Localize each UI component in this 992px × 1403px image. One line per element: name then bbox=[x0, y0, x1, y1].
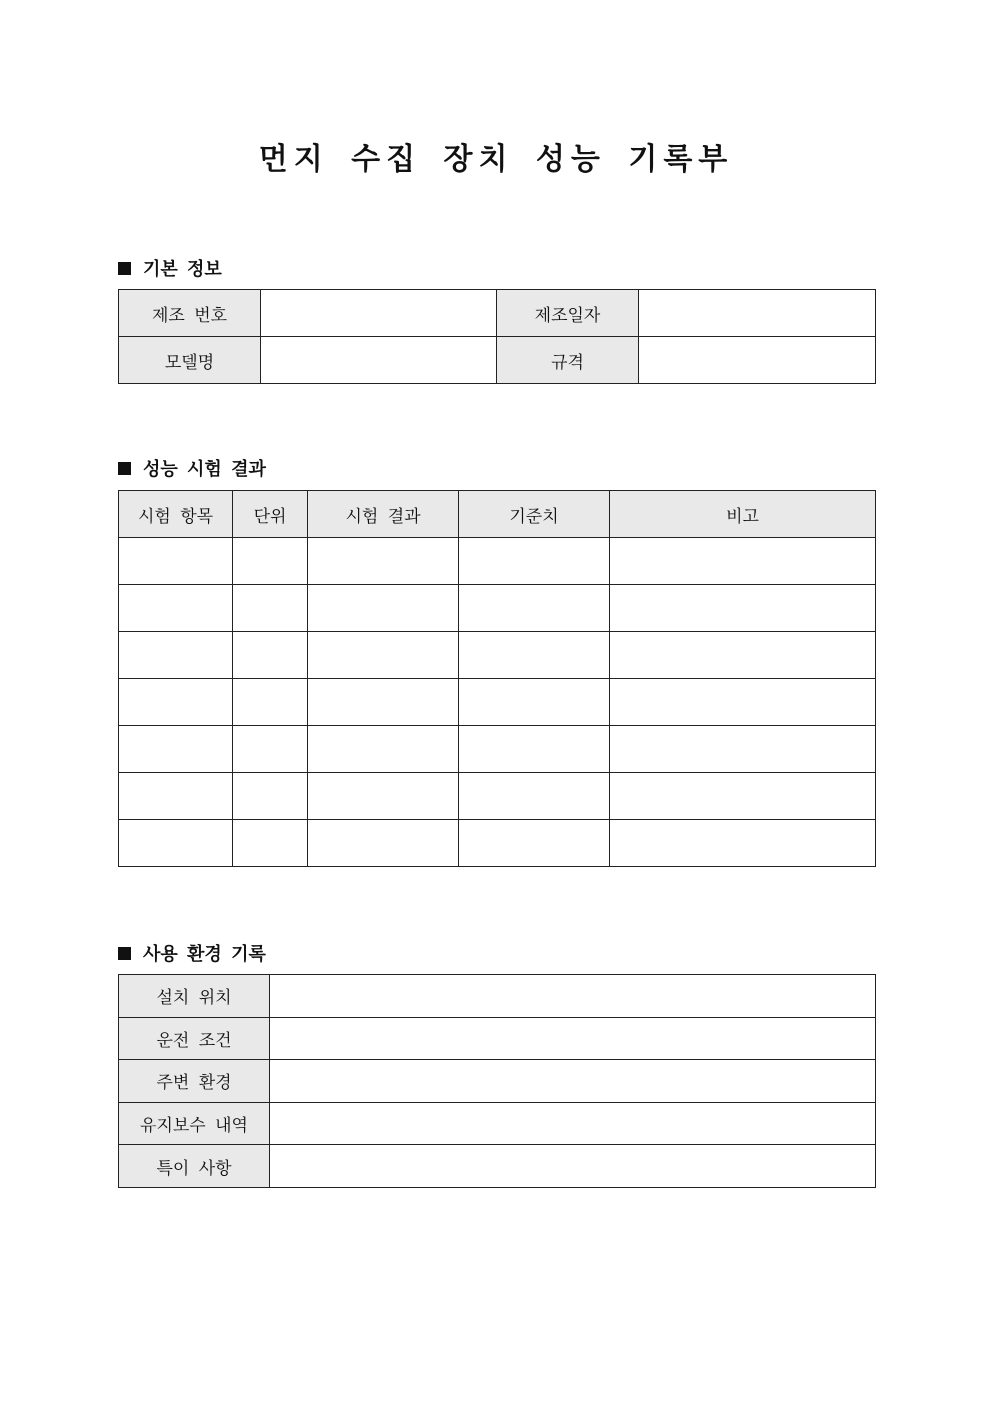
column-header-test-result: 시험 결과 bbox=[308, 491, 459, 538]
table-cell[interactable] bbox=[610, 726, 876, 773]
table-cell[interactable] bbox=[119, 632, 233, 679]
section-heading-environment bbox=[118, 940, 266, 966]
table-cell[interactable] bbox=[308, 585, 459, 632]
table-row bbox=[119, 679, 876, 726]
special-notes-label: 특이 사항 bbox=[119, 1145, 270, 1188]
column-header-reference: 기준치 bbox=[459, 491, 610, 538]
column-header-unit: 단위 bbox=[233, 491, 308, 538]
install-location-field[interactable] bbox=[270, 975, 876, 1018]
table-cell[interactable] bbox=[308, 726, 459, 773]
table-cell[interactable] bbox=[119, 585, 233, 632]
table-cell[interactable] bbox=[459, 538, 610, 585]
square-bullet-icon bbox=[118, 947, 131, 960]
table-cell[interactable] bbox=[459, 726, 610, 773]
table-cell[interactable] bbox=[233, 726, 308, 773]
table-cell[interactable] bbox=[233, 773, 308, 820]
mfg-date-label: 제조일자 bbox=[497, 290, 639, 337]
table-cell[interactable] bbox=[119, 538, 233, 585]
model-field[interactable] bbox=[261, 337, 497, 384]
section-heading-basic-info bbox=[118, 255, 222, 281]
table-cell[interactable] bbox=[119, 679, 233, 726]
table-row bbox=[119, 1102, 876, 1145]
square-bullet-icon bbox=[118, 462, 131, 475]
table-cell[interactable] bbox=[610, 820, 876, 867]
environment-table bbox=[118, 974, 876, 1188]
table-cell[interactable] bbox=[308, 820, 459, 867]
table-cell[interactable] bbox=[308, 538, 459, 585]
table-cell[interactable] bbox=[119, 820, 233, 867]
table-row bbox=[119, 773, 876, 820]
table-row bbox=[119, 538, 876, 585]
serial-no-label: 제조 번호 bbox=[119, 290, 261, 337]
install-location-label: 설치 위치 bbox=[119, 975, 270, 1018]
spec-field[interactable] bbox=[639, 337, 876, 384]
table-cell[interactable] bbox=[459, 679, 610, 726]
basic-info-table bbox=[118, 289, 876, 384]
column-header-remarks: 비고 bbox=[610, 491, 876, 538]
table-cell[interactable] bbox=[308, 773, 459, 820]
table-cell[interactable] bbox=[459, 820, 610, 867]
mfg-date-field[interactable] bbox=[639, 290, 876, 337]
table-row bbox=[119, 975, 876, 1018]
document-title: 먼지 수집 장치 성능 기록부 bbox=[258, 142, 734, 177]
section-heading-performance bbox=[118, 455, 266, 481]
table-row bbox=[119, 820, 876, 867]
table-cell[interactable] bbox=[233, 538, 308, 585]
table-row bbox=[119, 585, 876, 632]
table-cell[interactable] bbox=[233, 820, 308, 867]
performance-table bbox=[118, 490, 876, 867]
section-heading-text: 성능 시험 결과 bbox=[143, 459, 266, 480]
table-cell[interactable] bbox=[610, 679, 876, 726]
model-label: 모델명 bbox=[119, 337, 261, 384]
surroundings-field[interactable] bbox=[270, 1060, 876, 1103]
section-heading-text: 기본 정보 bbox=[143, 259, 222, 280]
maintenance-history-field[interactable] bbox=[270, 1102, 876, 1145]
table-row bbox=[119, 726, 876, 773]
maintenance-history-label: 유지보수 내역 bbox=[119, 1102, 270, 1145]
table-cell[interactable] bbox=[233, 632, 308, 679]
table-cell[interactable] bbox=[610, 632, 876, 679]
table-cell[interactable] bbox=[459, 773, 610, 820]
table-row bbox=[119, 632, 876, 679]
table-cell[interactable] bbox=[610, 585, 876, 632]
special-notes-field[interactable] bbox=[270, 1145, 876, 1188]
table-cell[interactable] bbox=[308, 632, 459, 679]
section-heading-text: 사용 환경 기록 bbox=[143, 944, 266, 965]
spec-label: 규격 bbox=[497, 337, 639, 384]
table-cell[interactable] bbox=[459, 585, 610, 632]
square-bullet-icon bbox=[118, 262, 131, 275]
table-cell[interactable] bbox=[610, 773, 876, 820]
operating-conditions-label: 운전 조건 bbox=[119, 1017, 270, 1060]
table-row bbox=[119, 290, 876, 337]
table-cell[interactable] bbox=[610, 538, 876, 585]
table-cell[interactable] bbox=[233, 585, 308, 632]
table-row bbox=[119, 1017, 876, 1060]
column-header-test-item: 시험 항목 bbox=[119, 491, 233, 538]
table-cell[interactable] bbox=[459, 632, 610, 679]
table-header-row bbox=[119, 491, 876, 538]
table-row bbox=[119, 1060, 876, 1103]
table-cell[interactable] bbox=[119, 773, 233, 820]
table-cell[interactable] bbox=[119, 726, 233, 773]
table-cell[interactable] bbox=[233, 679, 308, 726]
table-row bbox=[119, 1145, 876, 1188]
surroundings-label: 주변 환경 bbox=[119, 1060, 270, 1103]
table-cell[interactable] bbox=[308, 679, 459, 726]
serial-no-field[interactable] bbox=[261, 290, 497, 337]
operating-conditions-field[interactable] bbox=[270, 1017, 876, 1060]
table-row bbox=[119, 337, 876, 384]
